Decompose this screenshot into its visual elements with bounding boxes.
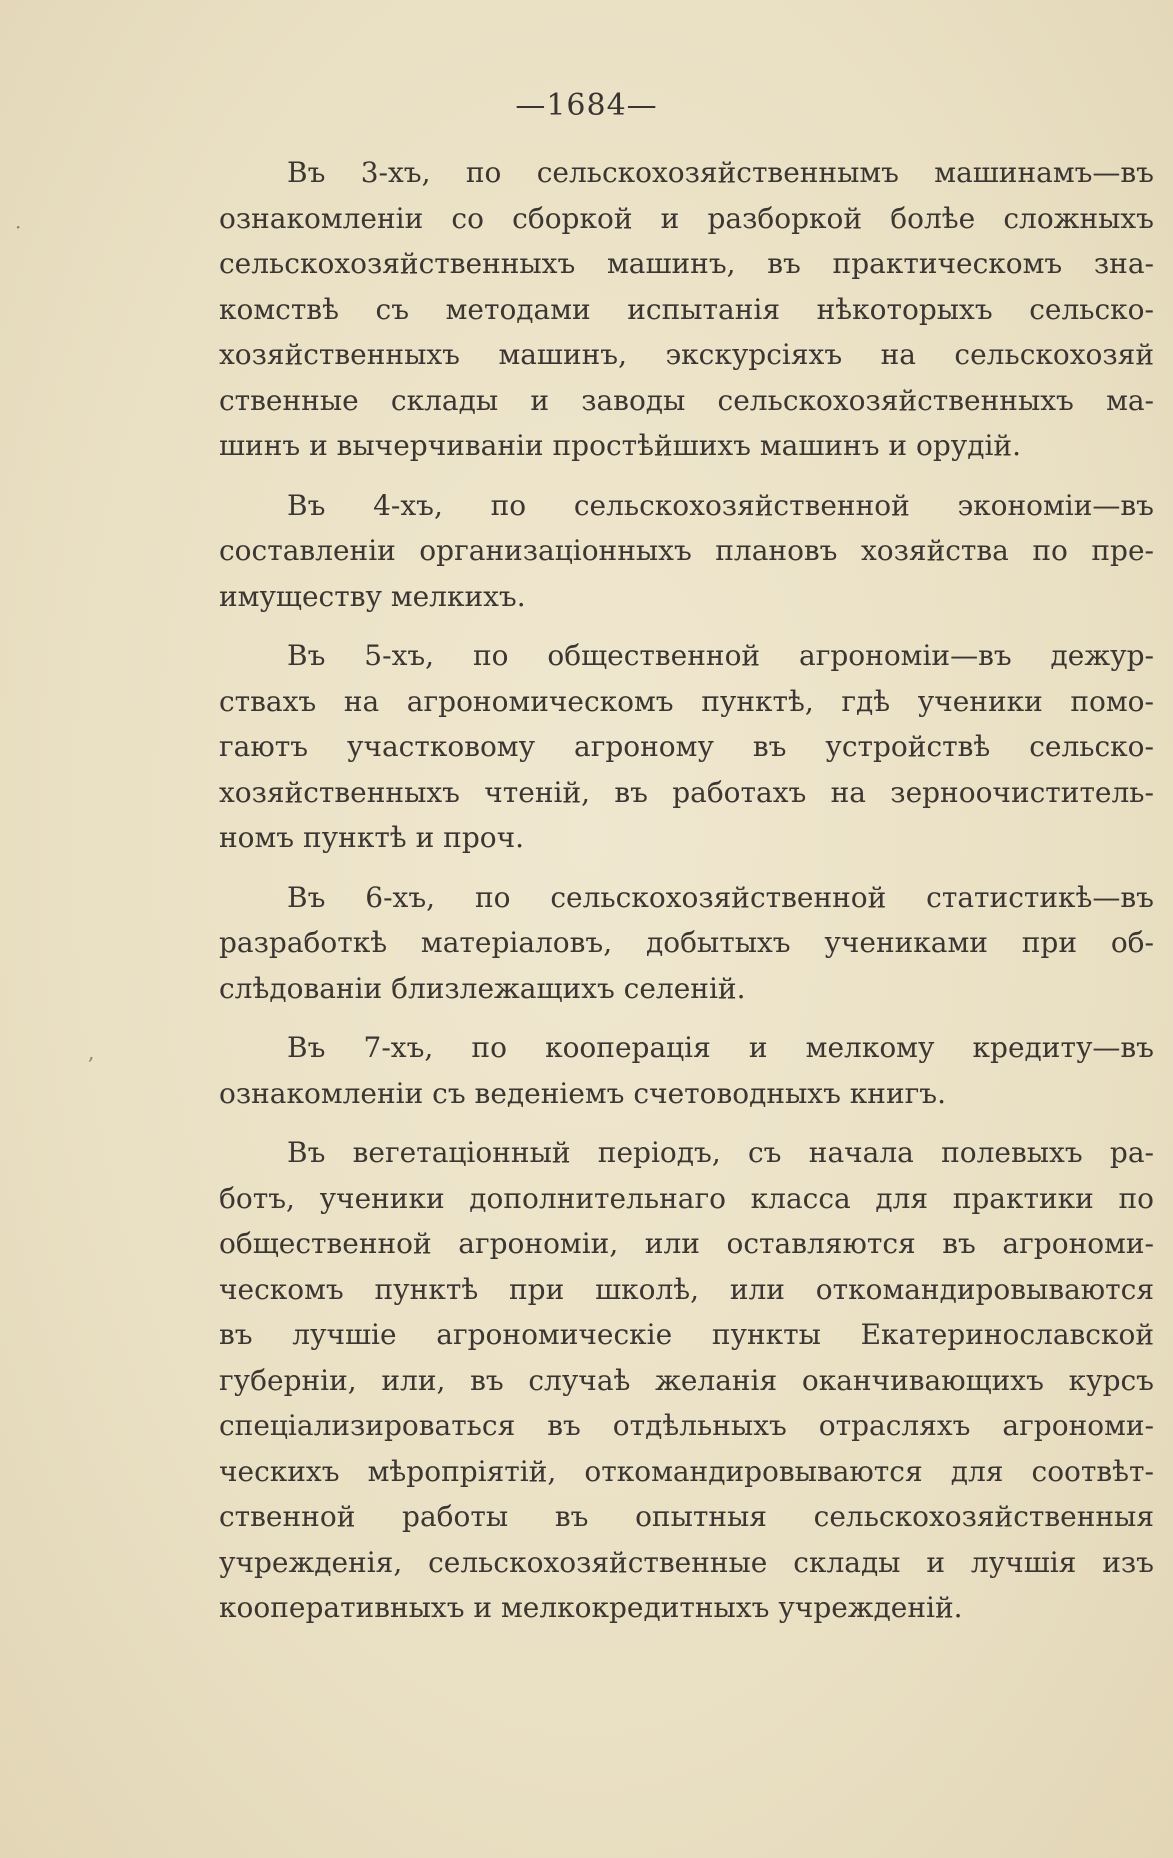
text-line: Въ 7-хъ, по кооперація и мелкому кредиту—въ <box>287 1031 1154 1064</box>
text-line: сельскохозяйственныхъ машинъ, въ практическомъ зна- <box>219 247 1154 280</box>
text-line: хозяйственныхъ машинъ, экскурсіяхъ на сельскохозяй <box>219 338 1154 371</box>
text-line: комствѣ съ методами испытанія нѣкоторыхъ сельско- <box>219 292 1154 326</box>
text-line: номъ пунктѣ и проч. <box>219 821 525 854</box>
text-line: Въ 5-хъ, по общественной агрономіи—въ дежур- <box>287 639 1154 672</box>
text-line: ознакомленіи съ веденіемъ счетоводныхъ книгъ. <box>219 1076 947 1110</box>
paragraph <box>219 483 1154 620</box>
text-line: ственной работы въ опытныя сельскохозяйственныя <box>219 1500 1154 1533</box>
text-line: составленіи организаціонныхъ плановъ хозяйства по пре- <box>219 534 1154 567</box>
text-line: ботъ, ученики дополнительнаго класса для практики по <box>219 1181 1154 1215</box>
text-line: хозяйственныхъ чтеній, въ работахъ на зерноочиститель- <box>219 775 1154 809</box>
text-line: Въ 6-хъ, по сельскохозяйственной статистикѣ—въ <box>287 880 1154 914</box>
text-line: слѣдованіи близлежащихъ селеній. <box>219 971 746 1005</box>
text-line: въ лучшіе агрономическіе пункты Екатеринославской <box>219 1318 1154 1351</box>
paragraph <box>219 1025 1154 1116</box>
paragraph <box>219 1130 1154 1631</box>
paragraph <box>219 875 1154 1012</box>
margin-mark: , <box>88 1040 95 1064</box>
text-line: разработкѣ матеріаловъ, добытыхъ учениками при об- <box>219 926 1154 959</box>
text-line: ствахъ на агрономическомъ пунктѣ, гдѣ ученики помо- <box>219 684 1154 718</box>
text-line: ческихъ мѣропріятій, откомандировываются для соотвѣт- <box>219 1454 1154 1488</box>
text-line: губерніи, или, въ случаѣ желанія оканчивающихъ курсъ <box>219 1363 1154 1397</box>
text-line: ознакомленіи со сборкой и разборкой болѣе сложныхъ <box>219 201 1154 235</box>
paragraph <box>219 633 1154 861</box>
page-number: —1684— <box>515 88 658 123</box>
text-line: общественной агрономіи, или оставляются въ агрономи- <box>219 1227 1154 1260</box>
text-line: имуществу мелкихъ. <box>219 579 526 613</box>
text-line: Въ 3-хъ, по сельскохозяйственнымъ машинамъ—въ <box>287 156 1154 189</box>
text-line: Въ вегетаціонный періодъ, съ начала полевыхъ ра- <box>287 1136 1154 1169</box>
margin-mark: · <box>15 215 22 239</box>
text-line: кооперативныхъ и мелкокредитныхъ учрежденій. <box>219 1591 963 1624</box>
text-line: шинъ и вычерчиваніи простѣйшихъ машинъ и орудій. <box>219 429 1021 462</box>
paragraph <box>219 150 1154 469</box>
text-line: ческомъ пунктѣ при школѣ, или откомандировываются <box>219 1272 1154 1306</box>
text-line: спеціализироваться въ отдѣльныхъ отрасляхъ агрономи- <box>219 1409 1154 1442</box>
text-line: гаютъ участковому агроному въ устройствѣ сельско- <box>219 730 1154 763</box>
page-body <box>219 150 1154 1641</box>
text-line: учрежденія, сельскохозяйственные склады и лучшія изъ <box>219 1545 1154 1579</box>
text-line: ственные склады и заводы сельскохозяйственныхъ ма- <box>219 383 1154 417</box>
text-line: Въ 4-хъ, по сельскохозяйственной экономіи—въ <box>287 488 1154 522</box>
